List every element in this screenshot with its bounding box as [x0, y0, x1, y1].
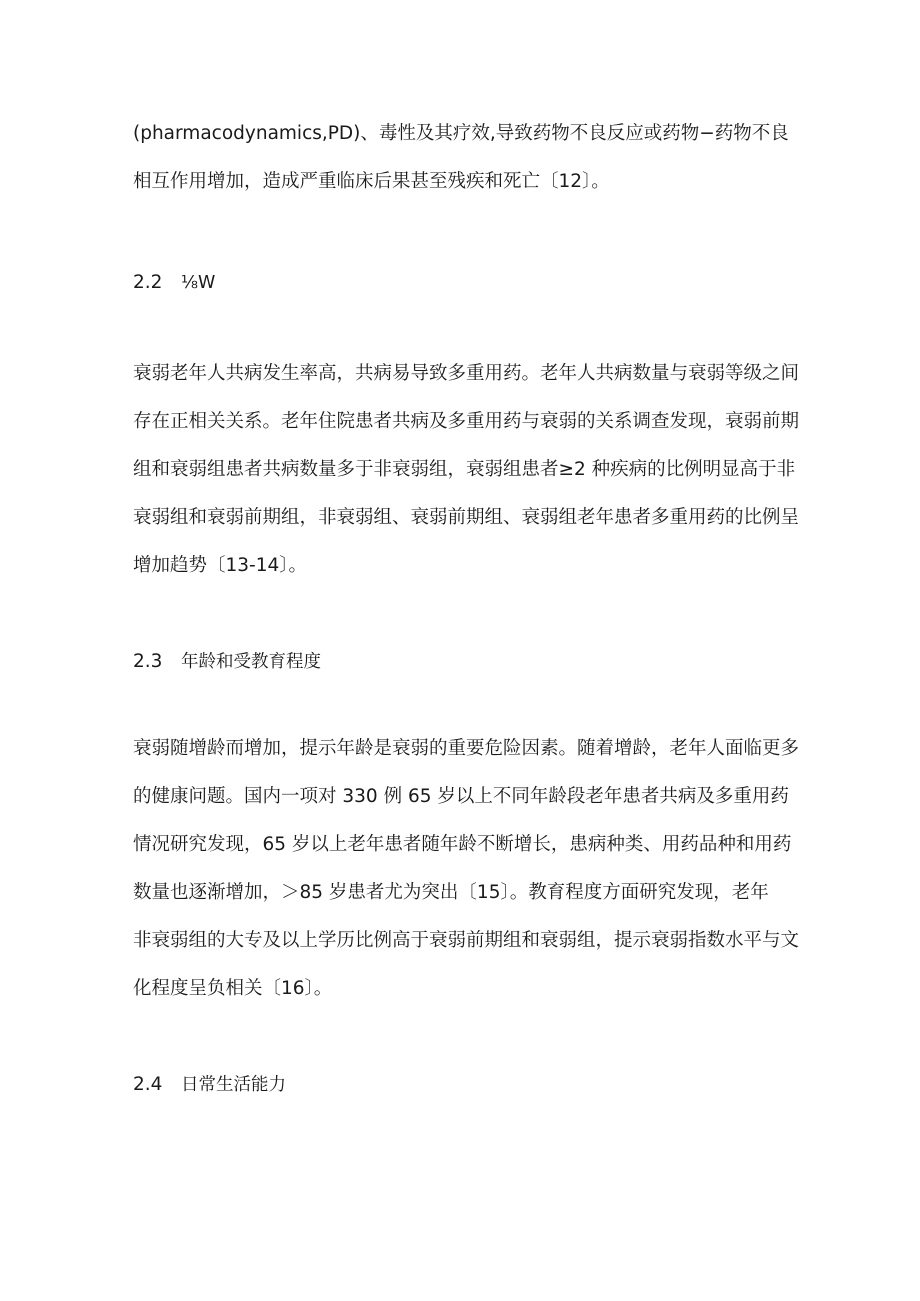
paragraph-top-line-1: (pharmacodynamics,PD)、毒性及其疗效,导致药物不良反应或药物−药物不良	[133, 123, 789, 144]
paragraph-top-line-2: 相互作用增加，造成严重临床后果甚至残疾和死亡〔12〕。	[133, 171, 610, 192]
paragraph-2-3-line-5: 非衰弱组的大专及以上学历比例高于衰弱前期组和衰弱组，提示衰弱指数水平与文	[133, 930, 800, 951]
paragraph-2-2-line-3: 组和衰弱组患者共病数量多于非衰弱组，衰弱组患者≥2 种疾病的比例明显高于非	[133, 459, 796, 480]
paragraph-2-2-line-1: 衰弱老年人共病发生率高，共病易导致多重用药。老年人共病数量与衰弱等级之间	[133, 363, 800, 384]
section-number: 2.4	[133, 1074, 163, 1095]
section-heading-2-2	[133, 270, 215, 296]
paragraph-2-3-line-3: 情况研究发现，65 岁以上老年患者随年龄不断增长，患病种类、用药品种和用药	[133, 834, 792, 855]
section-title: ⅛W	[181, 273, 216, 293]
paragraph-2-3-line-1: 衰弱随增龄而增加，提示年龄是衰弱的重要危险因素。随着增龄，老年人面临更多	[133, 738, 800, 759]
paragraph-2-3-line-2: 的健康问题。国内一项对 330 例 65 岁以上不同年龄段老年患者共病及多重用药	[133, 786, 789, 807]
section-heading-2-4	[133, 1072, 286, 1098]
section-title: 日常生活能力	[181, 1075, 286, 1095]
paragraph-2-3-line-4: 数量也逐渐增加，＞85 岁患者尤为突出〔15〕。教育程度方面研究发现，老年	[133, 882, 769, 903]
section-title: 年龄和受教育程度	[181, 652, 321, 672]
paragraph-2-2-line-2: 存在正相关关系。老年住院患者共病及多重用药与衰弱的关系调查发现，衰弱前期	[133, 411, 800, 432]
paragraph-2-3-line-6: 化程度呈负相关〔16〕。	[133, 978, 333, 999]
paragraph-2-2-line-5: 增加趋势〔13-14〕。	[133, 555, 308, 576]
section-number: 2.3	[133, 651, 163, 672]
section-number: 2.2	[133, 272, 163, 293]
paragraph-2-2-line-4: 衰弱组和衰弱前期组，非衰弱组、衰弱前期组、衰弱组老年患者多重用药的比例呈	[133, 507, 800, 528]
section-heading-2-3	[133, 649, 321, 675]
